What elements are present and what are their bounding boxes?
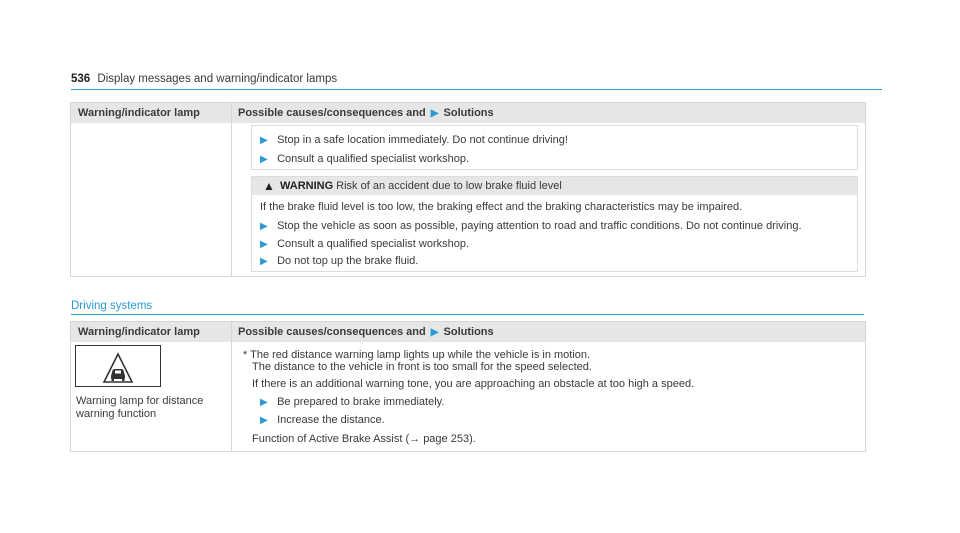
col-header-lamp: Warning/indicator lamp xyxy=(78,326,200,338)
step-arrow-icon: ▶ xyxy=(260,256,268,267)
solutions-arrow-icon: ▶ xyxy=(430,327,439,338)
step-text: Stop in a safe location immediately. Do not continue driving! xyxy=(277,134,568,146)
warning-body: If the brake fluid level is too low, the braking effect and the braking characteristics may be impaired. xyxy=(260,201,743,213)
step-text: Do not top up the brake fluid. xyxy=(277,255,419,267)
page-ref-arrow-icon: → xyxy=(409,433,421,445)
warning-title-text: Risk of an accident due to low brake fluid level xyxy=(336,180,562,192)
warning-header xyxy=(252,177,857,195)
list-item xyxy=(260,396,444,408)
warning-triangle-icon: ▲ xyxy=(263,179,275,193)
col-header-lamp: Warning/indicator lamp xyxy=(78,107,200,119)
step-arrow-icon: ▶ xyxy=(260,154,268,165)
step-text: Consult a qualified specialist workshop. xyxy=(277,238,470,250)
step-arrow-icon: ▶ xyxy=(260,239,268,250)
col-header-causes xyxy=(238,107,494,119)
col-header-causes-text: Possible causes/consequences and xyxy=(238,107,426,119)
header-rule xyxy=(71,89,882,90)
col-header-solutions: Solutions xyxy=(443,326,494,338)
cause-line-1: * The red distance warning lamp lights up while the vehicle is in motion. xyxy=(243,349,591,361)
list-item xyxy=(260,153,469,165)
step-arrow-icon: ▶ xyxy=(260,397,268,408)
page-header xyxy=(71,73,337,85)
table-brake-fluid xyxy=(70,102,866,277)
step-text: Be prepared to brake immediately. xyxy=(277,396,445,408)
warning-box xyxy=(251,176,858,272)
col-header-solutions: Solutions xyxy=(443,107,494,119)
list-item xyxy=(260,134,568,146)
col-header-causes-text: Possible causes/consequences and xyxy=(238,326,426,338)
cause-line-3: If there is an additional warning tone, you are approaching an obstacle at too high a speed. xyxy=(252,378,695,390)
step-arrow-icon: ▶ xyxy=(260,415,268,426)
list-item xyxy=(260,220,802,232)
column-divider xyxy=(231,322,232,451)
section-rule xyxy=(71,314,864,315)
steps-box xyxy=(251,125,858,170)
lamp-label-line2: warning function xyxy=(76,408,157,420)
list-item xyxy=(260,414,385,426)
step-arrow-icon: ▶ xyxy=(260,221,268,232)
lamp-label-line1: Warning lamp for distance xyxy=(76,395,204,407)
table-distance-warning xyxy=(70,321,866,452)
distance-warning-lamp-icon xyxy=(75,345,161,387)
col-header-causes xyxy=(238,326,494,338)
step-text: Consult a qualified specialist workshop. xyxy=(277,153,470,165)
step-arrow-icon: ▶ xyxy=(260,135,268,146)
cause-line-2: The distance to the vehicle in front is too small for the speed selected. xyxy=(252,361,592,373)
list-item xyxy=(260,255,418,267)
list-item xyxy=(260,238,469,250)
page-header-title: Display messages and warning/indicator lamps xyxy=(97,73,338,85)
solutions-arrow-icon: ▶ xyxy=(430,108,439,119)
step-text: Stop the vehicle as soon as possible, paying attention to road and traffic conditions. Do not continue driving. xyxy=(277,220,802,232)
column-divider xyxy=(231,103,232,276)
warning-title xyxy=(280,180,562,192)
footer-prefix: Function of Active Brake Assist ( xyxy=(252,433,410,445)
footer-reference xyxy=(252,433,476,446)
warning-label: WARNING xyxy=(280,180,334,192)
step-text: Increase the distance. xyxy=(277,414,385,426)
page-reference-link[interactable]: page 253). xyxy=(423,433,476,445)
section-title: Driving systems xyxy=(71,300,153,312)
page-number: 536 xyxy=(71,73,91,85)
